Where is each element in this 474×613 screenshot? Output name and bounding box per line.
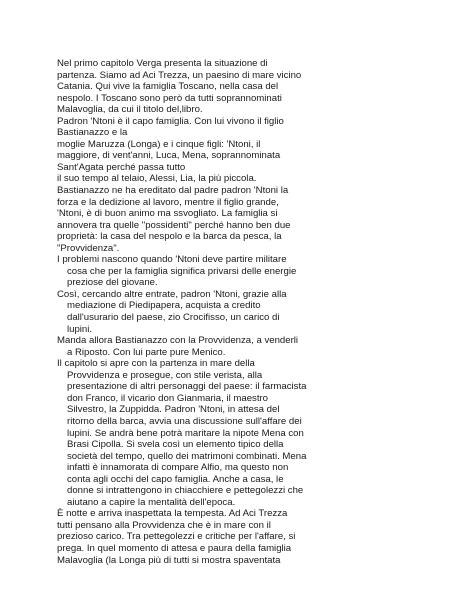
text-line: dall'usurario del paese, zio Crocifisso, un carico di	[67, 312, 280, 324]
text-line: Malavoglia (la Longa più di tutti si mostra spaventata	[57, 554, 281, 566]
text-line: Catania. Qui vive la famiglia Toscano, nella casa del	[57, 81, 279, 93]
text-line: 'Ntoni, è di buon animo ma ssvogliato. La famiglia si	[57, 208, 278, 220]
text-line: maggiore, di vent'anni, Luca, Mena, soprannominata	[57, 150, 281, 162]
text-line: Malavoglia, da cui il titolo del,libro.	[57, 104, 203, 116]
summary-text	[57, 58, 437, 566]
text-line: forza e la dedizione al lavoro, mentre il figlio grande,	[57, 196, 279, 208]
text-line: "Provvidenza".	[57, 242, 120, 254]
text-line: ritorno della barca, avvia una discussione sull'affare dei	[67, 415, 302, 427]
text-line: Brasi Cipolla. Si svela così un elemento tipico della	[67, 439, 284, 451]
text-line: aiutano a capire la mentalità dell'epoca.	[67, 496, 236, 508]
text-line: annovera tra quelle "possidenti" perché hanno ben due	[57, 219, 291, 231]
text-line: nespolo. I Toscano sono però da tutti soprannominati	[57, 92, 282, 104]
text-line: don Franco, il vicario don Gianmaria, il maestro	[67, 392, 269, 404]
text-line: donne si intrattengono in chiacchiere e pettegolezzi che	[67, 485, 304, 497]
text-line: Così, cercando altre entrate, padron 'Ntoni, grazie alla	[57, 288, 287, 300]
text-line: moglie Maruzza (Longa) e i cinque figli: 'Ntoni, il	[57, 138, 261, 150]
text-line: a Riposto. Con lui parte pure Menico.	[67, 346, 226, 358]
text-line: presentazione di altri personaggi del paese: il farmacista	[67, 381, 307, 393]
text-line: proprietà: la casa del nespolo e la barca da pesca, la	[57, 231, 282, 243]
text-line: È notte e arriva inaspettata la tempesta. Ad Aci Trezza	[57, 508, 288, 520]
text-line: Provvidenza e prosegue, con stile verista, alla	[67, 369, 263, 381]
text-line: società del tempo, quello dei matrimoni combinati. Mena	[67, 450, 307, 462]
text-line: prezioso carico. Tra pettegolezzi e critiche per l'affare, si	[57, 531, 296, 543]
text-line: conta agli occhi del capo famiglia. Anche a casa, le	[67, 473, 284, 485]
text-line: preziose del giovane.	[67, 277, 158, 289]
text-line: Manda allora Bastianazzo con la Provvidenza, a venderli	[57, 335, 299, 347]
text-line: Il capitolo si apre con la partenza in mare della	[57, 358, 255, 370]
text-line: Padron 'Ntoni è il capo famiglia. Con lui vivono il figlio	[57, 115, 284, 127]
text-line: Sant'Agata perché passa tutto	[57, 161, 186, 173]
text-line: Bastianazzo e la	[57, 127, 128, 139]
text-line: Nel primo capitolo Verga presenta la situazione di	[57, 58, 268, 69]
text-line: partenza. Siamo ad Aci Trezza, un paesino di mare vicino	[57, 69, 302, 81]
text-line: mediazione di Piedipapera, acquista a credito	[67, 300, 261, 312]
text-line: infatti è innamorata di compare Alfio, ma questo non	[67, 462, 289, 474]
text-line: tutti pensano alla Provvidenza che è in mare con il	[57, 519, 271, 531]
text-line: Bastianazzo ne ha ereditato dal padre padron 'Ntoni la	[57, 185, 289, 197]
text-line: I problemi nascono quando 'Ntoni deve partire militare	[57, 254, 287, 266]
text-line: il suo tempo al telaio, Alessi, Lia, la più piccola.	[57, 173, 257, 185]
text-line: Silvestro, la Zuppidda. Padron 'Ntoni, in attesa del	[67, 404, 280, 416]
text-line: lupini.	[67, 323, 93, 335]
text-line: lupini. Se andrà bene potrà maritare la nipote Mena con	[67, 427, 304, 439]
text-line: cosa che per la famiglia significa privarsi delle energie	[67, 265, 297, 277]
text-line: prega. In quel momento di attesa e paura della famiglia	[57, 542, 292, 554]
